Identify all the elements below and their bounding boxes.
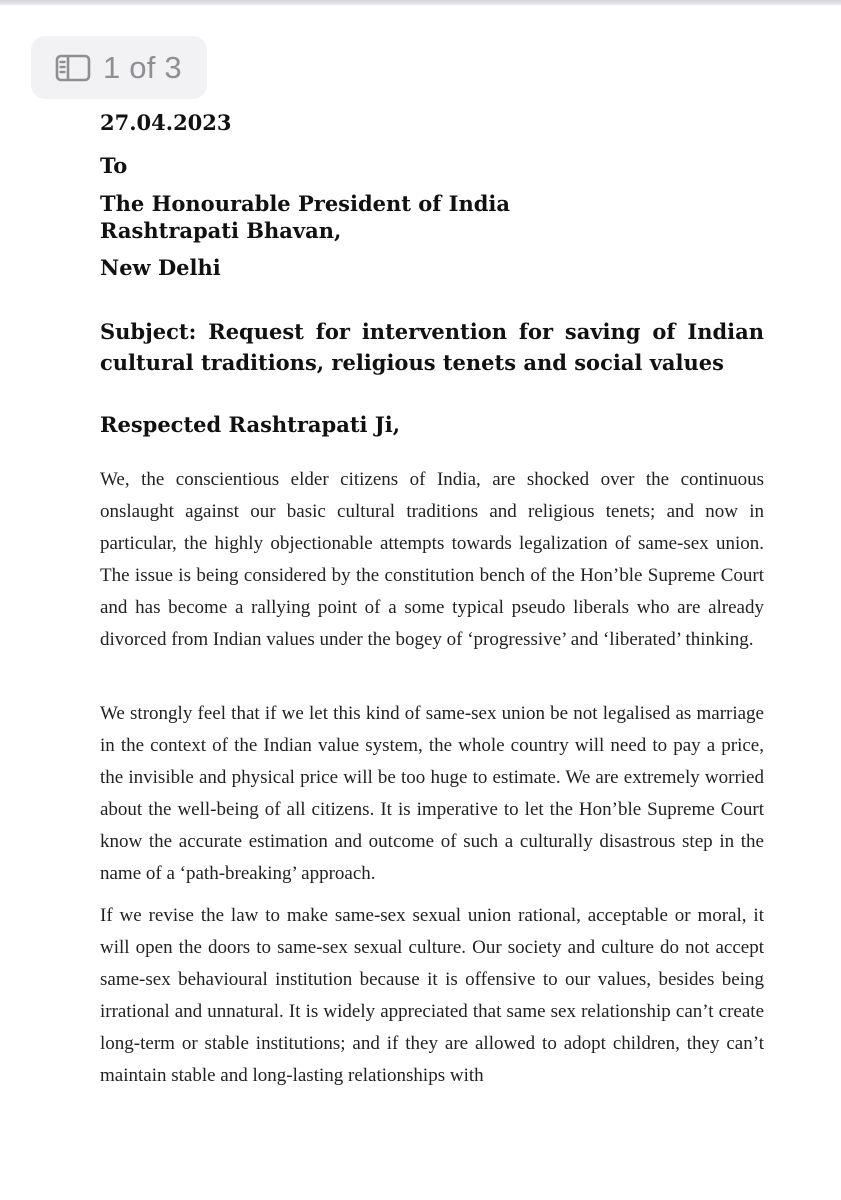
body-paragraph-3: If we revise the law to make same-sex sexual union rational, acceptable or moral, it will open the doors to same-sex sexual culture. Our society and culture do not accept same-sex behavioural institution because it is offensive to our values, besides being irrational and unnatural. It is widely appreciated that same sex relationship can’t create long-term or stable institutions; and if they are allowed to adopt children, they can’t maintain stable and long-lasting relationships with [100,905,764,1086]
letter-subject: Subject: Request for intervention for saving of Indian cultural traditions, religious tenets and social values [100,319,764,375]
body-paragraph-1: We, the conscientious elder citizens of India, are shocked over the continuous onslaught against our basic cultural traditions and religious tenets; and now in particular, the highly objectionable attempts towards legalization of same-sex union. The issue is being considered by the constitution bench of the Hon’ble Supreme Court and has become a rallying point of a some typical pseudo liberals who are already divorced from Indian values under the bogey of ‘progressive’ and ‘liberated’ thinking. [100,469,764,650]
addressee-line-1: The Honourable President of India [100,191,511,216]
letter-date: 27.04.2023 [100,110,232,135]
page-indicator-label: 1 of 3 [103,49,182,85]
letter-salutation: Respected Rashtrapati Ji, [100,412,401,437]
addressee-line-3: New Delhi [100,255,221,280]
body-paragraph-2: We strongly feel that if we let this kind of same-sex union be not legalised as marriage in the context of the Indian value system, the whole country will need to pay a price, the invisible and physical price will be too huge to estimate. We are extremely worried about the well-being of all citizens. It is imperative to let the Hon’ble Supreme Court know the accurate estimation and outcome of such a culturally disastrous step in the name of a ‘path-breaking’ approach. [100,703,764,884]
letter-to: To [100,153,128,178]
sidebar-pages-icon [55,54,91,82]
page-indicator-button[interactable] [31,36,207,99]
window-top-edge [0,0,841,5]
addressee-line-2: Rashtrapati Bhavan, [100,218,342,243]
